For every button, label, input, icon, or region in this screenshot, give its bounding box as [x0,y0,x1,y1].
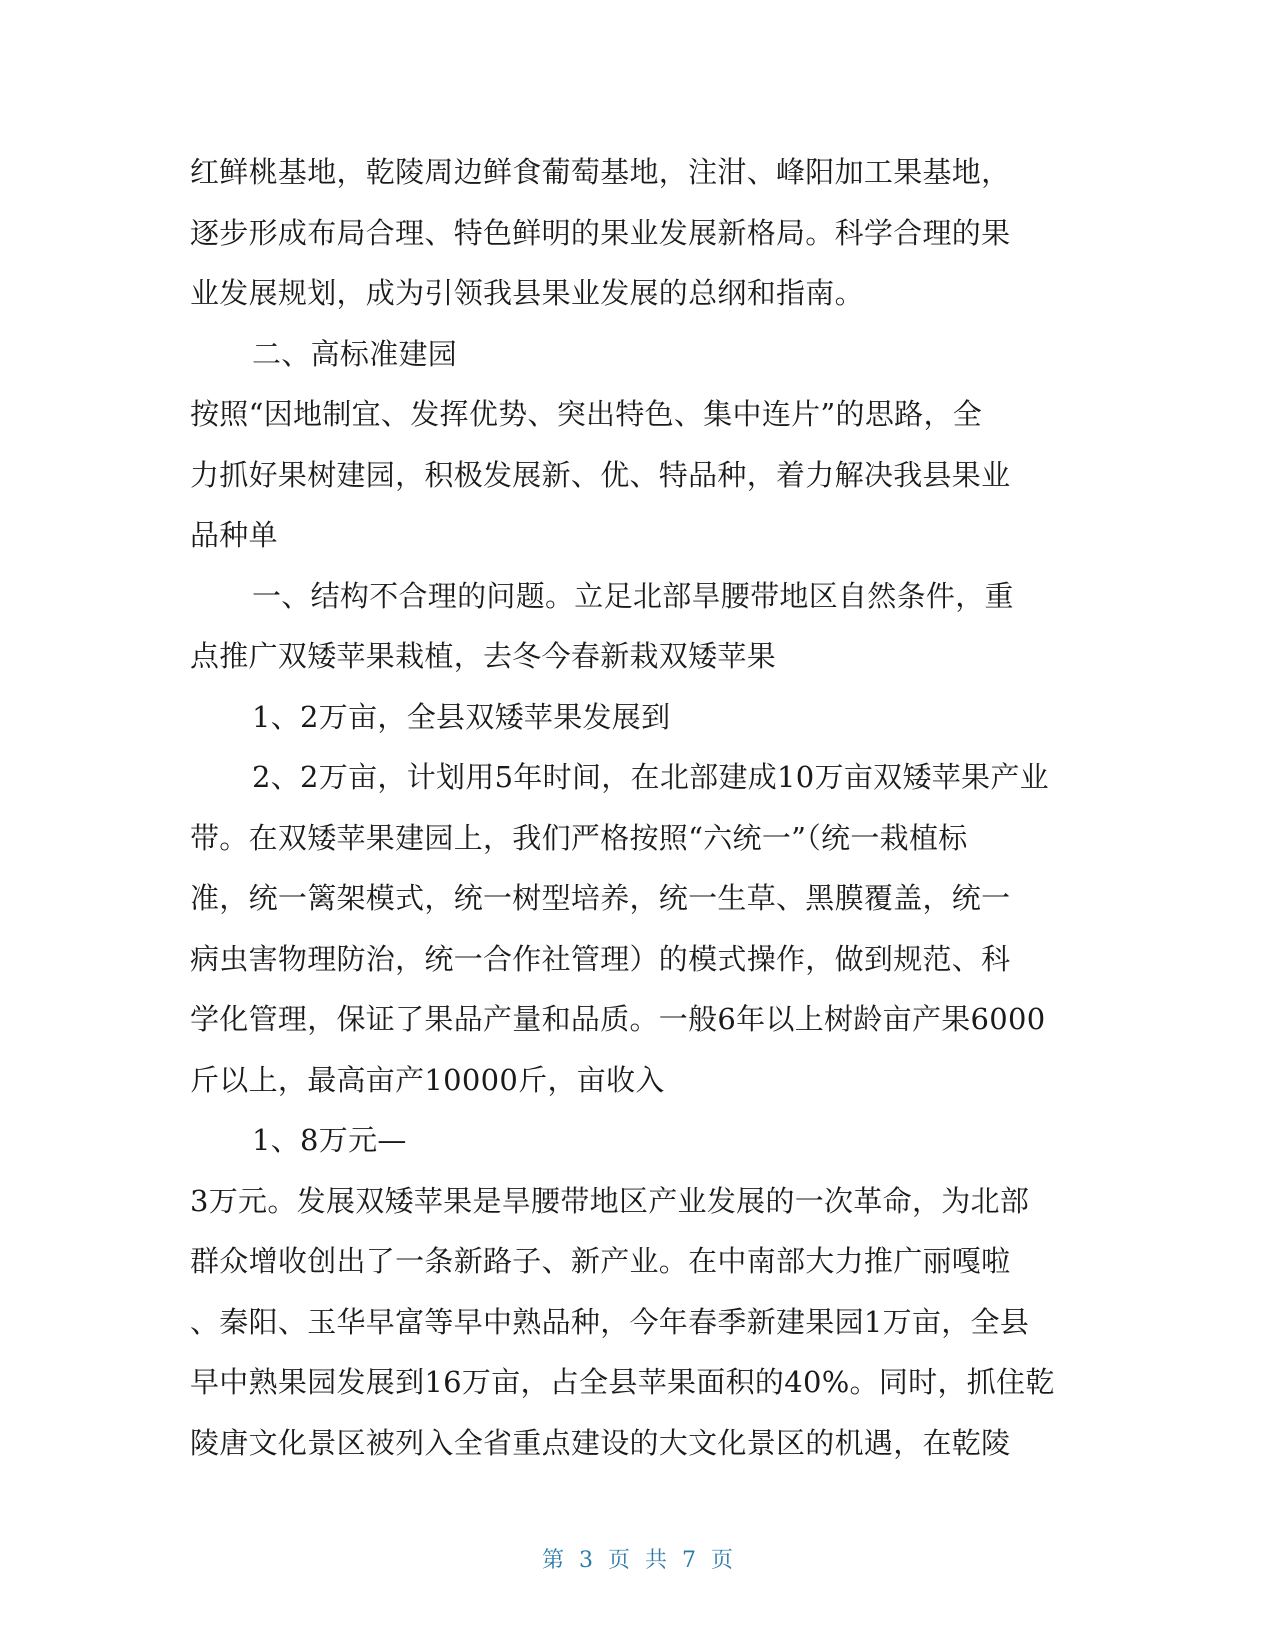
text-line: 力抓好果树建园，积极发展新、优、特品种，着力解决我县果业 [190,457,1011,492]
text-line: 学化管理，保证了果品产量和品质。一般6年以上树龄亩产果6000 [190,1002,1046,1036]
text-line: 斤以上，最高亩产10000斤，亩收入 [190,1062,665,1097]
footer-label-total: 共 [645,1548,668,1573]
text-line: 早中熟果园发展到16万亩，占全县苹果面积的40%。同时，抓住乾 [190,1365,1055,1399]
document-body [190,142,1090,1473]
text-line: 带。在双矮苹果建园上，我们严格按照“六统一”（统一栽植标 [190,820,968,855]
text-line: 品种单 [190,518,278,552]
text-line: 逐步形成布局合理、特色鲜明的果业发展新格局。科学合理的果 [190,215,1011,250]
footer-label-page: 第 [541,1548,564,1573]
section-heading: 二、高标准建园 [252,336,458,371]
text-line: 3万元。发展双矮苹果是旱腰带地区产业发展的一次革命，为北部 [190,1183,1030,1218]
page-footer [0,1546,1275,1576]
text-line: 一、结构不合理的问题。立足北部旱腰带地区自然条件，重 [252,578,1014,613]
text-line: 红鲜桃基地，乾陵周边鲜食葡萄基地，注泔、峰阳加工果基地， [190,155,1011,189]
current-page-number: 3 [578,1548,593,1573]
text-line: 点推广双矮苹果栽植，去冬今春新栽双矮苹果 [190,639,777,673]
text-line: 陵唐文化景区被列入全省重点建设的大文化景区的机遇，在乾陵 [190,1425,1011,1460]
text-line: 2、2万亩，计划用5年时间，在北部建成10万亩双矮苹果产业 [252,760,1049,794]
footer-label-ye-2: 页 [711,1548,734,1573]
text-line: 群众增收创出了一条新路子、新产业。在中南部大力推广丽嘎啦 [190,1244,1011,1278]
text-line: 病虫害物理防治，统一合作社管理）的模式操作，做到规范、科 [190,941,1011,976]
footer-label-ye: 页 [607,1548,630,1573]
text-line: 业发展规划，成为引领我县果业发展的总纲和指南。 [190,276,864,310]
text-line: 按照“因地制宜、发挥优势、突出特色、集中连片”的思路，全 [190,397,983,431]
total-pages-number: 7 [682,1548,697,1573]
text-line: 1、2万亩，全县双矮苹果发展到 [252,699,671,734]
text-line: 、秦阳、玉华早富等早中熟品种，今年春季新建果园1万亩，全县 [190,1304,1030,1339]
text-line: 1、8万元— [252,1123,407,1157]
text-line: 准，统一篱架模式，统一树型培养，统一生草、黑膜覆盖，统一 [190,881,1011,915]
